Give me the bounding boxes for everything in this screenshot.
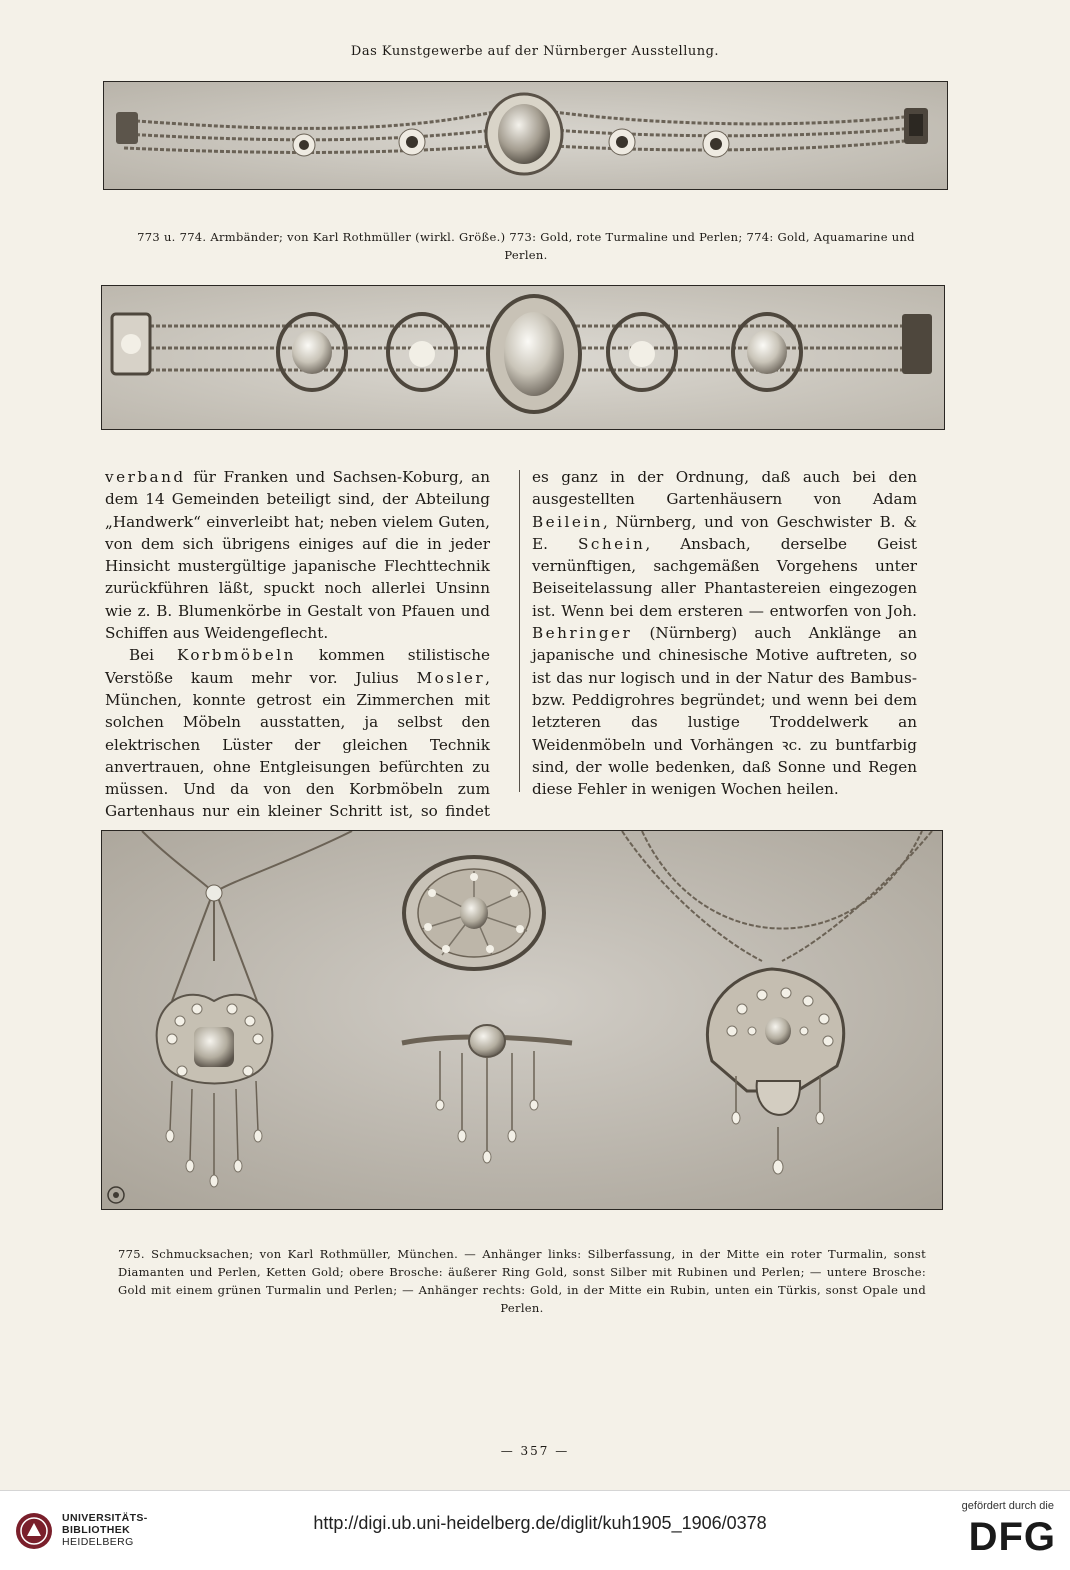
library-name-line-3: HEIDELBERG (62, 1536, 134, 1548)
text-column-left (105, 466, 490, 845)
running-head: Das Kunstgewerbe auf der Nürnberger Ausstellung. (350, 44, 720, 59)
paragraph-3-part3: , Ansbach, derselbe Geist vernünftigen, sachgemäßen Vorgehens unter Beiseitelassung aller Phantastereien eingezogen ist. Wenn bei dem ersteren — entworfen von Joh. (532, 534, 917, 620)
name-behringer: Behringer (532, 624, 633, 643)
plate-bracelet-774 (101, 285, 945, 430)
digitization-footer (0, 1490, 1070, 1570)
text-column-right (532, 466, 917, 800)
library-name (62, 1512, 148, 1548)
funding-note: gefördert durch die (961, 1500, 1054, 1512)
paragraph-3-part2: , Nürnberg, und von Geschwister B. & E. (532, 512, 917, 553)
page-number: — 357 — (500, 1444, 570, 1458)
plate-caption-775: 775. Schmucksachen; von Karl Rothmüller, München. — Anhänger links: Silberfassung, in der Mitte ein roter Turmalin, sonst Diamanten und Perlen, Ketten Gold; obere Brosche: äußerer Ring Gold, sonst Silber mit Rubinen und Perlen; — untere Brosche: Gold mit einem grünen Turmalin und Perlen; — Anhänger rechts: Gold, in der Mitte ein Rubin, unten ein Türkis, sonst Opale und Perlen. (118, 1247, 926, 1315)
keyword-korbmoebeln: Korbmöbeln (176, 646, 296, 665)
name-beilein: Beilein (532, 512, 603, 531)
plate-jewellery-775 (101, 830, 943, 1210)
paragraph-3-start: es ganz in der Ordnung, daß auch bei den ausgestellten Gartenhäusern von Adam (532, 468, 917, 509)
paragraph-3-end: (Nürnberg) auch Anklänge an japanische und chinesische Motive auftreten, so ist das nur logisch und in der Natur des Bambus- bzw. Peddigrohres begründet; und wenn bei dem letzteren das lustige Troddelwerk an Weidenmöbeln und Vorhängen ꝛc. zu buntfarbig sind, der wolle bedenken, daß Sonne und Regen diese Fehler in wenigen Wochen heilen. (532, 624, 917, 799)
library-name-line-1: UNIVERSITÄTS- (62, 1512, 148, 1524)
plate-caption-773-774: 773 u. 774. Armbänder; von Karl Rothmüller (wirkl. Größe.) 773: Gold, rote Turmaline und Perlen; 774: Gold, Aquamarine und Perlen. (137, 230, 915, 262)
name-mosler: Mosler (416, 668, 486, 687)
paragraph-1: für Franken und Sachsen-Koburg, an dem 14 Gemeinden beteiligt sind, der Abteilung „Handwerk“ einverleibt hat; neben vielem Guten, von dem sich übrigens einiges auf die in jeder Hinsicht mustergültige japanische Flechttechnik zurückführen läßt, spuckt noch allerlei Unsinn wie z. B. Blumenkörbe in Gestalt von Pfauen und Schiffen aus Weidengeflecht. (105, 468, 490, 643)
paragraph-2-mid: kommen stilistische Verstöße kaum mehr vor. Julius (105, 646, 490, 687)
lead-word: verband (105, 468, 186, 486)
university-seal-icon (14, 1511, 54, 1551)
library-name-line-2: BIBLIOTHEK (62, 1524, 131, 1536)
dfg-logo: DFG (968, 1515, 1056, 1559)
name-schein: Schein (577, 534, 646, 553)
jewellery-775-photo (102, 831, 942, 1209)
permalink-url[interactable]: http://digi.ub.uni-heidelberg.de/diglit/kuh1905_1906/0378 (313, 1513, 767, 1533)
plate-bracelet-773 (103, 81, 948, 190)
bracelet-774-photo (102, 286, 944, 429)
paragraph-2-start: Bei (129, 646, 177, 665)
paragraph-2-end: , München, konnte getrost ein Zimmerchen mit solchen Möbeln ausstatten, ja selbst den elektrischen Lüster der gleichen Technik anvertrauen, ohne Entgleisungen befürchten zu müssen. Und da von den Korbmöbeln zum Gartenhaus nur ein kleiner Schritt ist, so findet (105, 668, 490, 821)
bracelet-773-photo (104, 82, 947, 189)
column-divider (519, 470, 520, 792)
upper-brooch (404, 857, 544, 969)
